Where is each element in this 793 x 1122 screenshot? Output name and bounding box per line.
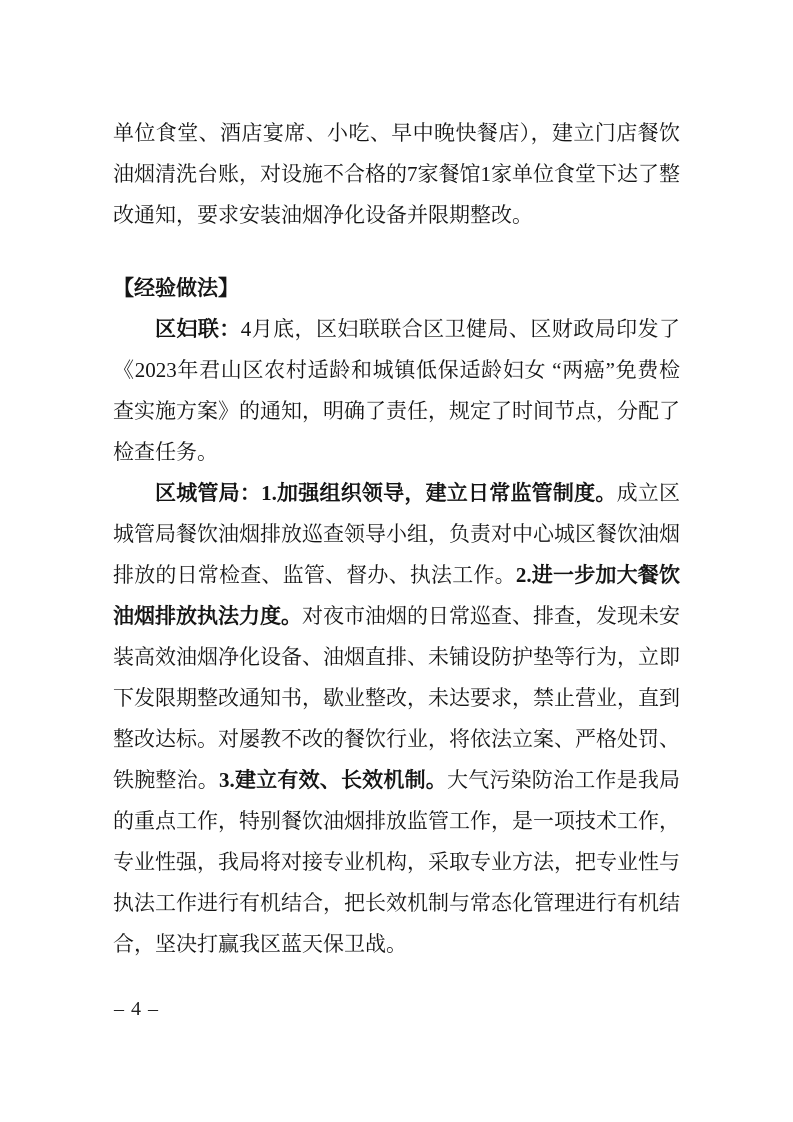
text-segment: 单位食堂、酒店宴席、小吃、早中晚快餐店），建立门店餐饮油烟清洗台账，对设施不合格的7家餐馆1家单位食堂下达了整改通知，要求安装油烟净化设备并限期整改。 bbox=[113, 121, 680, 227]
page-number: – 4 – bbox=[114, 998, 159, 1020]
text-segment-bold: 区城管局：1.加强组织领导，建立日常监管制度。 bbox=[155, 481, 617, 505]
text-segment-bold: 区妇联： bbox=[155, 317, 241, 341]
para-district-urban-management-bureau bbox=[113, 473, 680, 965]
para-continuation bbox=[113, 113, 680, 236]
document-body bbox=[113, 113, 680, 965]
para-district-womens-federation bbox=[113, 309, 680, 473]
heading-experience-practices bbox=[113, 268, 680, 309]
text-segment-bold: 2.进一步加大餐饮油烟排放执法力度。 bbox=[113, 563, 681, 628]
text-segment: 成立区城管局餐饮油烟排放巡查领导小组，负责对中心城区餐饮油烟排放的日常检查、监管、督办、执法工作。 bbox=[113, 481, 680, 587]
text-segment-bold: 【经验做法】 bbox=[113, 276, 239, 300]
text-segment: 4月底，区妇联联合区卫健局、区财政局印发了《2023年君山区农村适龄和城镇低保适龄妇女 “两癌”免费检查实施方案》的通知，明确了责任，规定了时间节点，分配了检查任务。 bbox=[113, 317, 680, 464]
text-segment: 对夜市油烟的日常巡查、排查，发现未安装高效油烟净化设备、油烟直排、未铺设防护垫等行为，立即下发限期整改通知书，歇业整改，未达要求，禁止营业，直到整改达标。对屡教不改的餐饮行业，将依法立案、严格处罚、铁腕整治。 bbox=[113, 604, 680, 792]
text-segment: 大气污染防治工作是我局的重点工作，特别餐饮油烟排放监管工作，是一项技术工作，专业性强，我局将对接专业机构，采取专业方法，把专业性与执法工作进行有机结合，把长效机制与常态化管理进行有机结合，坚决打赢我区蓝天保卫战。 bbox=[113, 768, 681, 956]
text-segment-bold: 3.建立有效、长效机制。 bbox=[219, 768, 447, 792]
